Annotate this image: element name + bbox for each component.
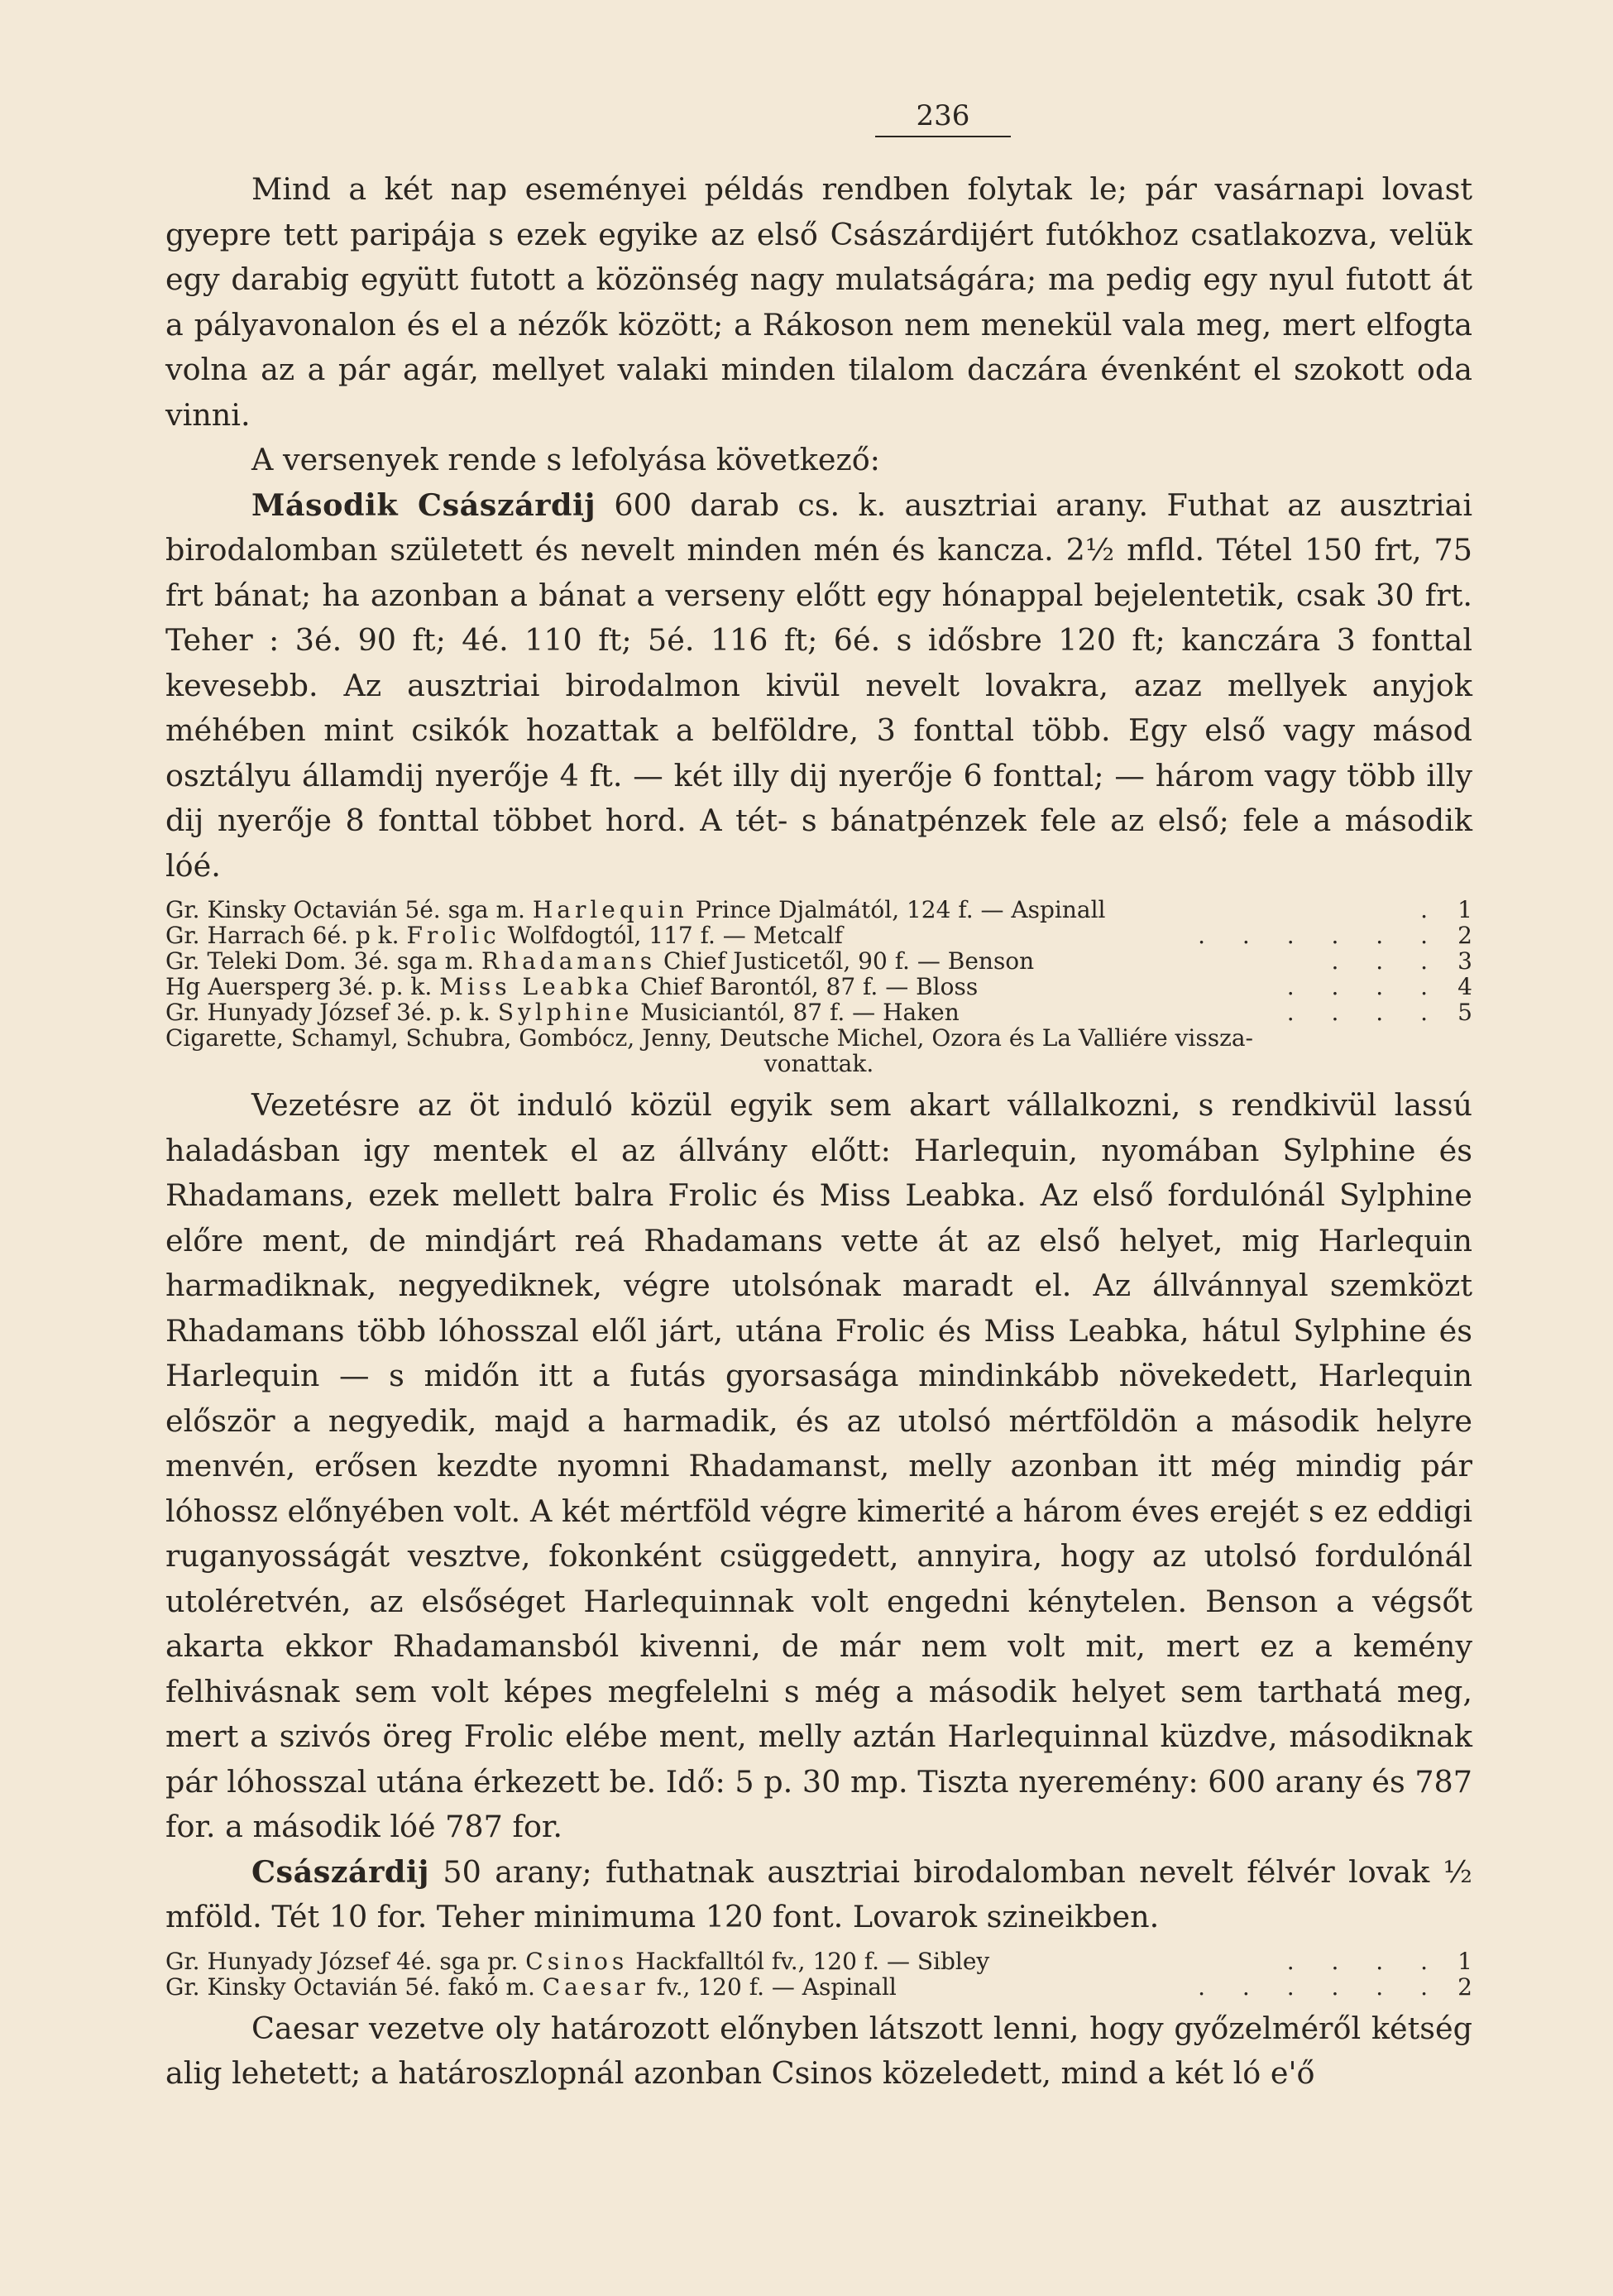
result-row: Gr. Harrach 6é. p k. Frolic Wolfdogtól, 117 f. — Metcalf . . . . . . 2 [165, 922, 1472, 949]
paragraph-race2-conditions [165, 1850, 1472, 1940]
paragraph-intro: Mind a két nap eseményei példás rendben folytak le; pár vasárnapi lovast gyepre tett paripája s ezek egyike az első Császárdijért futókhoz csatlakozva, velük egy darabig együtt futott a közönség nagy mulatságára; ma pedig egy nyul futott át a pályavonalon és el a nézők között; a Rákoson nem menekül vala meg, mert elfogta volna az a pár agár, mellyet valaki minden tilalom daczára évenként el szokott oda vinni. [165, 171, 1472, 433]
document-page [165, 99, 1472, 2097]
withdrawn-horses-end: vonattak. [763, 1050, 874, 1077]
race2-conditions-text: 50 arany; futhatnak ausztriai birodalomban nevelt félvér lovak ½ mföld. Tét 10 for. Teher minimuma 120 font. Lovarok szineikben. [165, 1853, 1472, 1934]
paragraph-race1-conditions [165, 483, 1472, 889]
race1-title: Második Császárdij [251, 487, 596, 523]
paragraph-race1-report: Vezetésre az öt induló közül egyik sem akart vállalkozni, s rendkivül lassú haladásban igy mentek el az állvány előtt: Harlequin, nyomában Sylphine és Rhadamans, ezek mellett balra Frolic és Miss Leabka. Az első fordulónál Sylphine előre ment, de mindjárt reá Rhadamans vette át az első helyet, mig Harlequin harmadiknak, negyediknek, végre utolsónak maradt el. Az állvánnyal szemközt Rhadamans több lóhosszal elől járt, utána Frolic és Miss Leabka, hátul Sylphine és Harlequin — s midőn itt a futás gyorsasága mindinkább növekedett, Harlequin először a negyedik, majd a harmadik, és az utolsó mértföldön a második helyre menvén, erősen kezdte nyomni Rhadamanst, melly azonban itt még mindig pár lóhossz előnyében volt. A két mértföld végre kimerité a három éves erejét s ez eddigi ruganyosságát vesztve, fokonként csüggedett, annyira, hogy az utolsó fordulónál utoléretvén, az elsőséget Harlequinnak volt engedni kénytelen. Benson a végsőt akarta ekkor Rhadamansból kivenni, de már nem volt mit, mert ez a kemény felhivásnak sem volt képes megfelelni s még a második helyet sem tarthatá meg, mert a szivós öreg Frolic elébe ment, melly aztán Harlequinnal küzdve, másodiknak pár lóhosszal utána érkezett be. Idő: 5 p. 30 mp. Tiszta nyeremény: 600 arany és 787 for. a második lóé 787 for. [165, 1087, 1472, 1844]
result-row: Gr. Hunyady József 3é. p. k. Sylphine Musiciantól, 87 f. — Haken . . . . 5 [165, 999, 1472, 1026]
race1-conditions-text: 600 darab cs. k. ausztriai arany. Futhat az ausztriai birodalomban született és nevelt minden mén és kancza. 2½ mfld. Tétel 150 frt, 75 frt bánat; ha azonban a bánat a verseny előtt egy hónappal bejelentetik, csak 30 frt. Teher : 3é. 90 ft; 4é. 110 ft; 5é. 116 ft; 6é. s idősbre 120 ft; kanczára 3 fonttal kevesebb. Az ausztriai birodalmon kivül nevelt lovakra, azaz mellyek anyjok méhében mint csikók hozattak a belföldre, 3 fonttal több. Egy első vagy másod osztályu államdij nyerője 4 ft. — két illy dij nyerője 6 fonttal; — három vagy több illy dij nyerője 8 fonttal többet hord. A tét- s bánatpénzek fele az első; fele a második lóé. [165, 487, 1472, 884]
withdrawn-horses: Cigarette, Schamyl, Schubra, Gombócz, Jenny, Deutsche Michel, Ozora és La Valliére vissza- [165, 1024, 1253, 1052]
result-row: Gr. Teleki Dom. 3é. sga m. Rhadamans Chief Justicetől, 90 f. — Benson . . . 3 [165, 947, 1472, 975]
result-row: Gr. Hunyady József 4é. sga pr. Csinos Hackfalltól fv., 120 f. — Sibley . . . . 1 [165, 1947, 1472, 1975]
paragraph-order: A versenyek rende s lefolyása következő: [251, 442, 880, 477]
race2-results [165, 1948, 1472, 2000]
result-row: Gr. Kinsky Octavián 5é. fakó m. Caesar fv., 120 f. — Aspinall . . . . . . 2 [165, 1972, 1472, 2001]
result-row: Hg Auersperg 3é. p. k. Miss Leabka Chief Barontól, 87 f. — Bloss . . . . 4 [165, 973, 1472, 1000]
result-row: Gr. Kinsky Octavián 5é. sga m. Harlequin Prince Djalmától, 124 f. — Aspinall . 1 [165, 896, 1472, 923]
race2-title: Császárdij [251, 1853, 429, 1890]
paragraph-race2-report: Caesar vezetve oly határozott előnyben látszott lenni, hogy győzelméről kétség alig lehetett; a határoszlopnál azonban Csinos közeledett, mind a két ló e'ő [165, 2010, 1472, 2091]
race1-results [165, 897, 1472, 1076]
page-number: 236 [414, 99, 1472, 137]
